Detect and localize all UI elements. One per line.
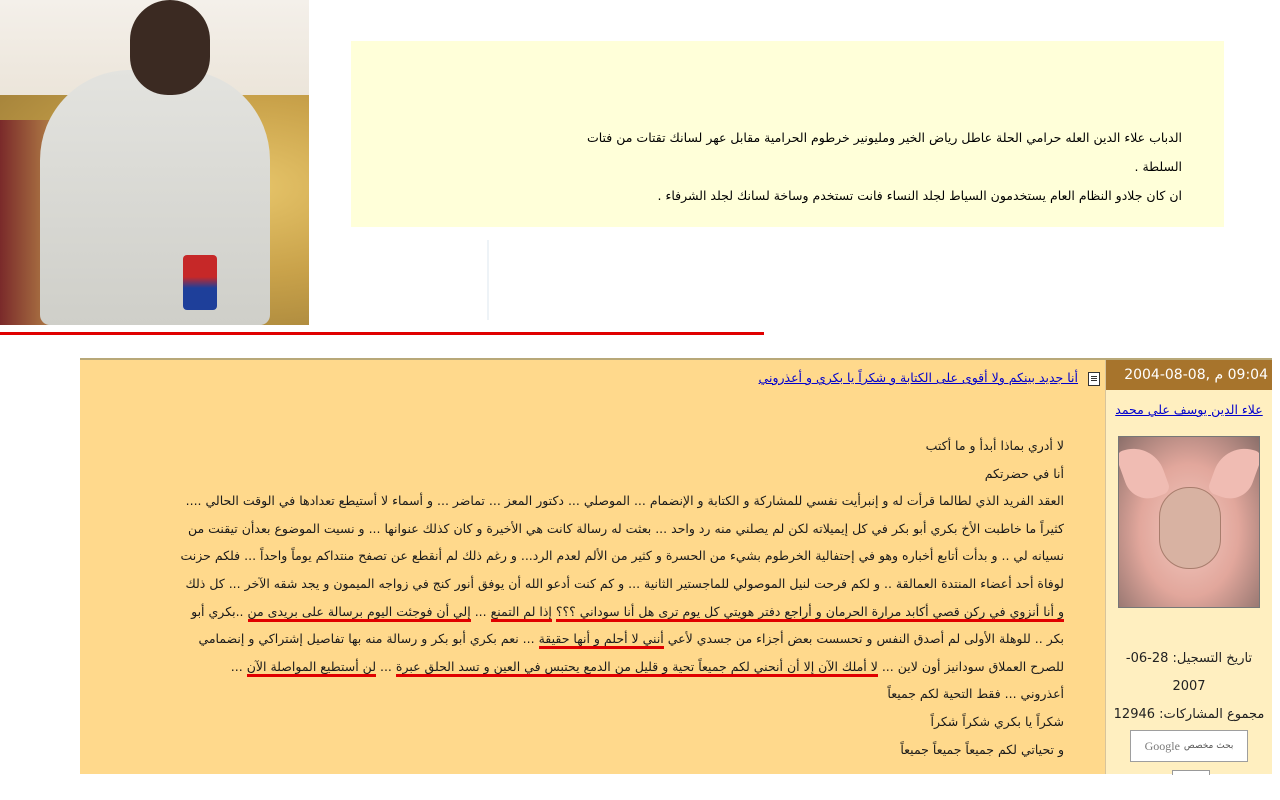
red-separator [0, 332, 764, 335]
post-title-link[interactable]: أنا جديد بينكم ولا أقوى على الكتابة و شكراً يا بكري و أعذروني [758, 370, 1079, 385]
post-date: 09:04 م ,08-08-2004 [1106, 360, 1272, 390]
google-search-input[interactable] [1130, 730, 1248, 762]
post-line: العقد الفريد الذي لطالما قرأت له و إنبرأيت نفسي للمشاركة و الكتابة و الإنضمام ... الموصلي ... دكتور المعز ... تماضر ... و أسماء لا أستيطع تعدادها في الوقت الحالي .... [185, 493, 1064, 509]
post-line: أنا في حضرتكم [984, 465, 1064, 481]
quote-line-3: ان كان جلادو النظام العام يستخدمون السياط لجلد النساء فانت تستخدم وساخة لسانك لجلد الشرفاء . [657, 188, 1182, 203]
post-line: لوفاة أحد أعضاء المنتدة العمالقة .. و لكم فرحت لنيل الموصولي للماجستير الثانية ... و كم كنت أدعو الله أن يوفق أنور كنج في زواجه الميمون و يجد شقه الآخر ... كل ذلك [185, 575, 1064, 591]
post-line: أعذروني ... فقط التحية لكم جميعاً [887, 686, 1064, 702]
post-line-underlined: للصرح العملاق سودانيز أون لاين ... لا أملك الآن إلا أن أنحني لكم جميعاً تحية و قليل من الدمع يحتبس في العين و تسد الحلق عبرة ... لن أستطيع المواصلة الآن ... [94, 653, 1064, 681]
author-stats [1106, 645, 1272, 729]
post-line: كثيراً ما خاطبت الأخ بكري أبو بكر في كل إيميلاته لكن لم يصلني منه رد واحد ... بعثت له رسالة كانت هي الأخيرة و كان كذلك عنوانها ... و نسيت الموضوع بعدأن تيقنت من [187, 520, 1064, 536]
document-icon [1088, 372, 1100, 386]
avatar-ear-left [1118, 440, 1171, 505]
author-avatar [1118, 436, 1260, 608]
post-line: نسيانه لي .. و بدأت أتابع أخباره وهو في إحتفالية الخرطوم بشيء من الحسرة و كثير من الألم لعدم الرد... و رغم ذلك لم أنقطع عن تصفح منتداكم يوماً واحداً ... فلكم حزنت [180, 548, 1064, 564]
post-count: مجموع المشاركات: 12946 [1113, 707, 1265, 722]
underline-segment: و أنا أنزوي في ركن قصي أكابد مرارة الحرمان و أراجع دفتر هويتي كل يوم ترى هل أنا سوداني ؟؟؟ [556, 604, 1064, 622]
underline-segment: إذا لم التمنع [491, 604, 552, 622]
member-photo [0, 0, 309, 325]
soda-can [183, 255, 217, 310]
divider [487, 240, 489, 320]
post-line-underlined: بكر .. للوهلة الأولى لم أصدق النفس و تحسست بعض أجزاء من جسدي لأعي أنني لا أحلم و أنها حقيقة ... نعم بكري أبو بكر و رسالة منه بها تفاصيل إشتراكي و إنضمامي [94, 625, 1064, 653]
post-author-sidebar [1105, 360, 1272, 774]
post-line: شكراً يا بكري شكراً شكراً [930, 713, 1064, 729]
avatar-face [1159, 487, 1221, 569]
author-link[interactable]: علاء الدين يوسف علي محمد [1115, 402, 1263, 417]
registration-year: 2007 [1172, 679, 1206, 694]
underline-segment: إلي أن فوجئت اليوم برسالة على بريدى من [248, 604, 471, 622]
avatar-ear-right [1207, 440, 1260, 505]
registration-date: تاريخ التسجيل: 28-06- [1125, 651, 1253, 666]
quote-line-2: السلطة . [1134, 159, 1182, 174]
search-button[interactable] [1172, 770, 1210, 775]
forum-post [80, 358, 1272, 774]
post-line: لا أدري بماذا أبدأ و ما أكتب [925, 438, 1064, 453]
post-line-underlined: و أنا أنزوي في ركن قصي أكابد مرارة الحرمان و أراجع دفتر هويتي كل يوم ترى هل أنا سوداني ؟؟؟ إذا لم التمنع ... إلي أن فوجئت اليوم برسالة على بريدى من ..بكري أبو [94, 598, 1064, 626]
post-line: و تحياتي لكم جميعاً جميعاً جميعاً [900, 741, 1064, 757]
person-body [40, 70, 270, 325]
quoted-comment-box [351, 41, 1224, 227]
person-head [130, 0, 210, 95]
post-title-row [86, 370, 1106, 386]
quote-line-1: الدباب علاء الدين العله حرامي الحلة عاطل رياض الخير ومليونير خرطوم الحرامية مقابل عهر لسانك تقتات من فتات [586, 130, 1182, 145]
post-body [94, 432, 1064, 763]
underline-segment: أنني لا أحلم و أنها حقيقة [539, 631, 664, 649]
search-placeholder: بحث مخصص [1183, 741, 1234, 751]
underline-segment: لن أستطيع المواصلة الآن [247, 659, 376, 677]
underline-segment: لا أملك الآن إلا أن أنحني لكم جميعاً تحية و قليل من الدمع يحتبس في العين و تسد الحلق عبرة [396, 659, 878, 677]
google-logo: Google [1144, 738, 1180, 753]
